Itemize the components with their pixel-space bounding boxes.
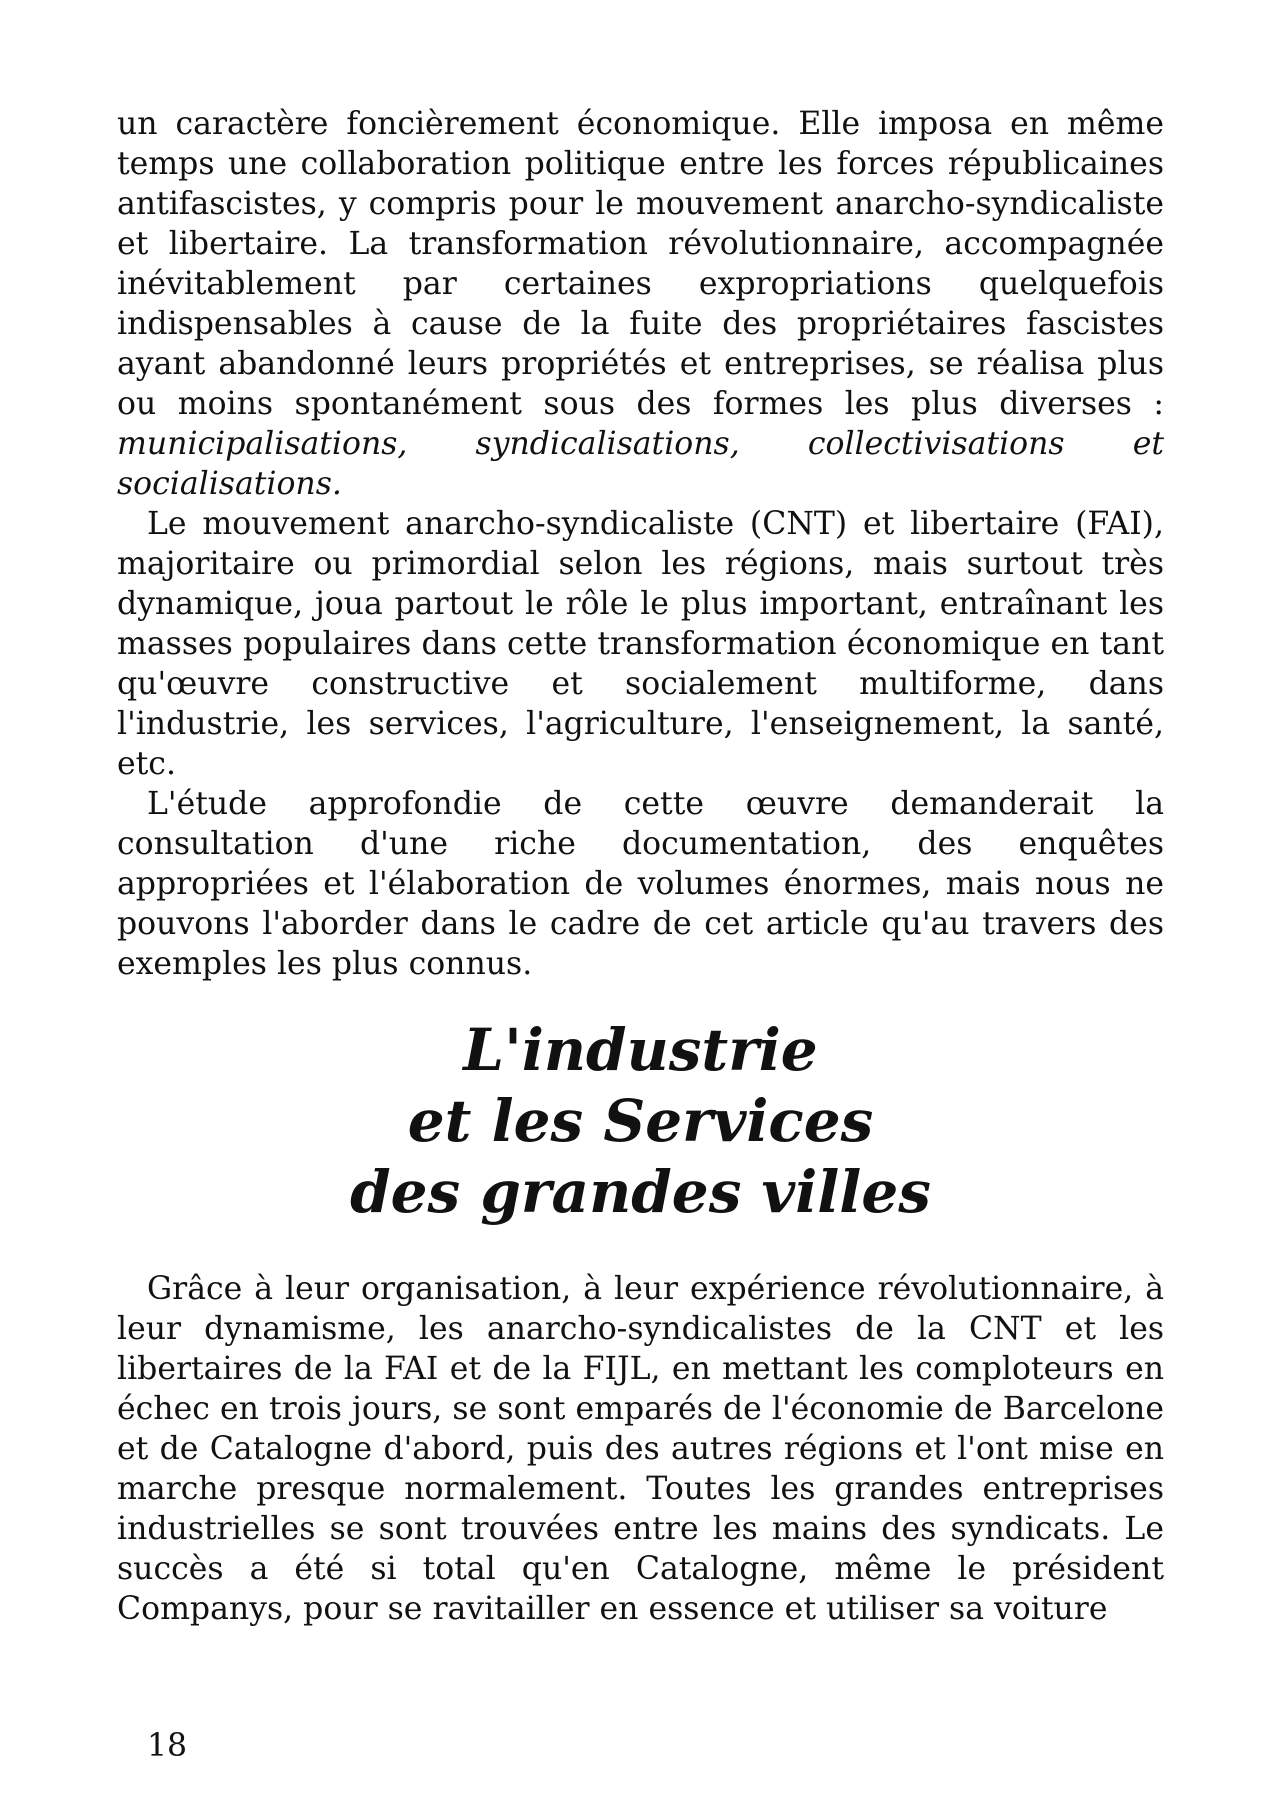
- paragraph: Grâce à leur organisation, à leur expérience révolutionnaire, à leur dynamisme, les anarcho-syndicalistes de la CNT et les libertaires de la FAI et de la FIJL, en mettant les comploteurs en échec en trois jours, se sont emparés de l'économie de Barcelone et de Catalogne d'abord, puis des autres régions et l'ont mise en marche presque normalement. Toutes les grandes entreprises industrielles se sont trouvées entre les mains des syndicats. Le succès a été si total qu'en Catalogne, même le président Companys, pour se ravitailler en essence et utiliser sa voiture: [117, 1271, 1164, 1627]
- top-text-block: [117, 104, 1164, 984]
- italic-list: municipalisations, syndicalisations, collectivisations et socialisations.: [117, 426, 1164, 502]
- heading-line: et les Services: [407, 1087, 874, 1155]
- paragraph-text: un caractère foncièrement économique. Elle imposa en même temps une collaboration politique entre les forces républicaines antifascistes, y compris pour le mouvement anarcho-syndicaliste et libertaire. La transformation révolutionnaire, accompagnée inévitablement par certaines expropriations quelquefois indispensables à cause de la fuite des propriétaires fascistes ayant abandonné leurs propriétés et entreprises, se réalisa plus ou moins spontanément sous des formes les plus diverses :: [117, 106, 1164, 422]
- bottom-text-block: [117, 1269, 1164, 1629]
- page-number: 18: [147, 1728, 188, 1764]
- paragraph: Le mouvement anarcho-syndicaliste (CNT) et libertaire (FAI), majoritaire ou primordial selon les régions, mais surtout très dynamique, joua partout le rôle le plus important, entraînant les masses populaires dans cette transformation économique en tant qu'œuvre constructive et socialement multiforme, dans l'industrie, les services, l'agriculture, l'enseignement, la santé, etc.: [117, 506, 1164, 782]
- paragraph: L'étude approfondie de cette œuvre demanderait la consultation d'une riche documentation, des enquêtes appropriées et l'élaboration de volumes énormes, mais nous ne pouvons l'aborder dans le cadre de cet article qu'au travers des exemples les plus connus.: [117, 786, 1164, 982]
- heading-line: des grandes villes: [350, 1158, 931, 1226]
- heading-line: L'industrie: [463, 1016, 818, 1084]
- section-heading: [117, 1015, 1164, 1228]
- paragraph-continued: [117, 104, 1164, 504]
